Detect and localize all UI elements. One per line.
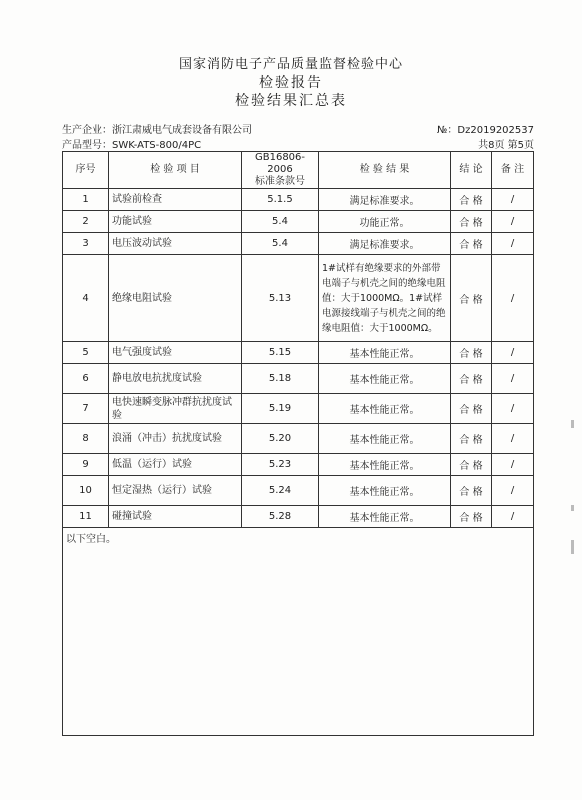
row-result: 基本性能正常。 bbox=[319, 364, 451, 394]
row-no: 6 bbox=[63, 364, 109, 394]
row-clause: 5.20 bbox=[242, 424, 319, 454]
col-header-clause bbox=[242, 152, 319, 189]
col-header-clause-label: 标准条款号 bbox=[255, 176, 305, 187]
row-remark: / bbox=[492, 476, 534, 506]
table-row bbox=[63, 233, 534, 255]
table-row bbox=[63, 506, 534, 528]
col-header-seq: 序号 bbox=[63, 152, 109, 189]
page-indicator: 共8页 第5页 bbox=[478, 140, 534, 151]
table-title: 检验结果汇总表 bbox=[235, 93, 347, 109]
row-remark: / bbox=[492, 255, 534, 342]
row-clause: 5.15 bbox=[242, 342, 319, 364]
row-result: 满足标准要求。 bbox=[319, 189, 451, 211]
row-remark: / bbox=[492, 189, 534, 211]
row-remark: / bbox=[492, 394, 534, 424]
row-remark: / bbox=[492, 342, 534, 364]
row-conclusion: 合 格 bbox=[451, 506, 492, 528]
row-clause: 5.13 bbox=[242, 255, 319, 342]
row-remark: / bbox=[492, 454, 534, 476]
row-conclusion: 合 格 bbox=[451, 342, 492, 364]
row-clause: 5.4 bbox=[242, 233, 319, 255]
row-item: 电压波动试验 bbox=[109, 233, 242, 255]
row-item: 静电放电抗扰度试验 bbox=[109, 364, 242, 394]
row-item: 碰撞试验 bbox=[109, 506, 242, 528]
report-number: №：Dz2019202537 bbox=[437, 125, 534, 136]
col-header-item: 检 验 项 目 bbox=[109, 152, 242, 189]
row-result: 功能正常。 bbox=[319, 211, 451, 233]
row-conclusion: 合 格 bbox=[451, 476, 492, 506]
row-remark: / bbox=[492, 424, 534, 454]
row-conclusion: 合 格 bbox=[451, 233, 492, 255]
scan-edge-mark bbox=[571, 420, 574, 428]
table-row bbox=[63, 189, 534, 211]
row-result: 基本性能正常。 bbox=[319, 424, 451, 454]
col-header-remark: 备 注 bbox=[492, 152, 534, 189]
row-conclusion: 合 格 bbox=[451, 454, 492, 476]
row-clause: 5.1.5 bbox=[242, 189, 319, 211]
row-no: 8 bbox=[63, 424, 109, 454]
org-name: 国家消防电子产品质量监督检验中心 bbox=[178, 57, 403, 72]
row-no: 4 bbox=[63, 255, 109, 342]
row-no: 2 bbox=[63, 211, 109, 233]
row-result: 基本性能正常。 bbox=[319, 342, 451, 364]
row-no: 9 bbox=[63, 454, 109, 476]
row-item: 低温（运行）试验 bbox=[109, 454, 242, 476]
row-no: 7 bbox=[63, 394, 109, 424]
product-model: 产品型号：SWK-ATS-800/4PC bbox=[62, 140, 202, 151]
scan-edge-mark bbox=[571, 540, 574, 554]
row-item: 电快速瞬变脉冲群抗扰度试验 bbox=[109, 394, 242, 424]
table-row bbox=[63, 211, 534, 233]
row-remark: / bbox=[492, 364, 534, 394]
row-no: 11 bbox=[63, 506, 109, 528]
row-result: 基本性能正常。 bbox=[319, 454, 451, 476]
row-conclusion: 合 格 bbox=[451, 211, 492, 233]
row-result: 基本性能正常。 bbox=[319, 506, 451, 528]
row-item: 绝缘电阻试验 bbox=[109, 255, 242, 342]
table-row bbox=[63, 454, 534, 476]
row-item: 功能试验 bbox=[109, 211, 242, 233]
row-conclusion: 合 格 bbox=[451, 424, 492, 454]
row-item: 试验前检查 bbox=[109, 189, 242, 211]
table-row bbox=[63, 364, 534, 394]
table-row bbox=[63, 424, 534, 454]
scan-edge-mark bbox=[571, 505, 574, 511]
row-clause: 5.24 bbox=[242, 476, 319, 506]
row-result: 1#试样有绝缘要求的外部带电端子与机壳之间的绝缘电阻值：大于1000MΩ。1#试样电源接线端子与机壳之间的绝缘电阻值：大于1000MΩ。 bbox=[319, 255, 451, 342]
col-header-clause-standard: GB16806-2006 bbox=[254, 152, 306, 175]
row-conclusion: 合 格 bbox=[451, 364, 492, 394]
table-row bbox=[63, 342, 534, 364]
row-remark: / bbox=[492, 506, 534, 528]
table-row bbox=[63, 255, 534, 342]
row-item: 浪涌（冲击）抗扰度试验 bbox=[109, 424, 242, 454]
row-no: 5 bbox=[63, 342, 109, 364]
col-header-result: 检 验 结 果 bbox=[319, 152, 451, 189]
row-no: 10 bbox=[63, 476, 109, 506]
row-remark: / bbox=[492, 211, 534, 233]
blank-note: 以下空白。 bbox=[63, 528, 534, 736]
row-clause: 5.19 bbox=[242, 394, 319, 424]
row-conclusion: 合 格 bbox=[451, 255, 492, 342]
row-clause: 5.28 bbox=[242, 506, 319, 528]
table-header-row bbox=[63, 152, 534, 189]
row-result: 基本性能正常。 bbox=[319, 394, 451, 424]
row-conclusion: 合 格 bbox=[451, 394, 492, 424]
col-header-conclusion: 结 论 bbox=[451, 152, 492, 189]
table-row bbox=[63, 394, 534, 424]
table-row bbox=[63, 476, 534, 506]
report-header bbox=[0, 56, 582, 110]
row-conclusion: 合 格 bbox=[451, 189, 492, 211]
row-clause: 5.23 bbox=[242, 454, 319, 476]
row-clause: 5.18 bbox=[242, 364, 319, 394]
results-summary-table bbox=[62, 151, 534, 736]
row-result: 满足标准要求。 bbox=[319, 233, 451, 255]
row-no: 3 bbox=[63, 233, 109, 255]
doc-type-title: 检验报告 bbox=[259, 75, 323, 91]
blank-remainder-row bbox=[63, 528, 534, 736]
row-remark: / bbox=[492, 233, 534, 255]
row-item: 恒定湿热（运行）试验 bbox=[109, 476, 242, 506]
row-clause: 5.4 bbox=[242, 211, 319, 233]
row-item: 电气强度试验 bbox=[109, 342, 242, 364]
row-result: 基本性能正常。 bbox=[319, 476, 451, 506]
manufacturer-label: 生产企业：浙江肃威电气成套设备有限公司 bbox=[62, 125, 252, 136]
row-no: 1 bbox=[63, 189, 109, 211]
